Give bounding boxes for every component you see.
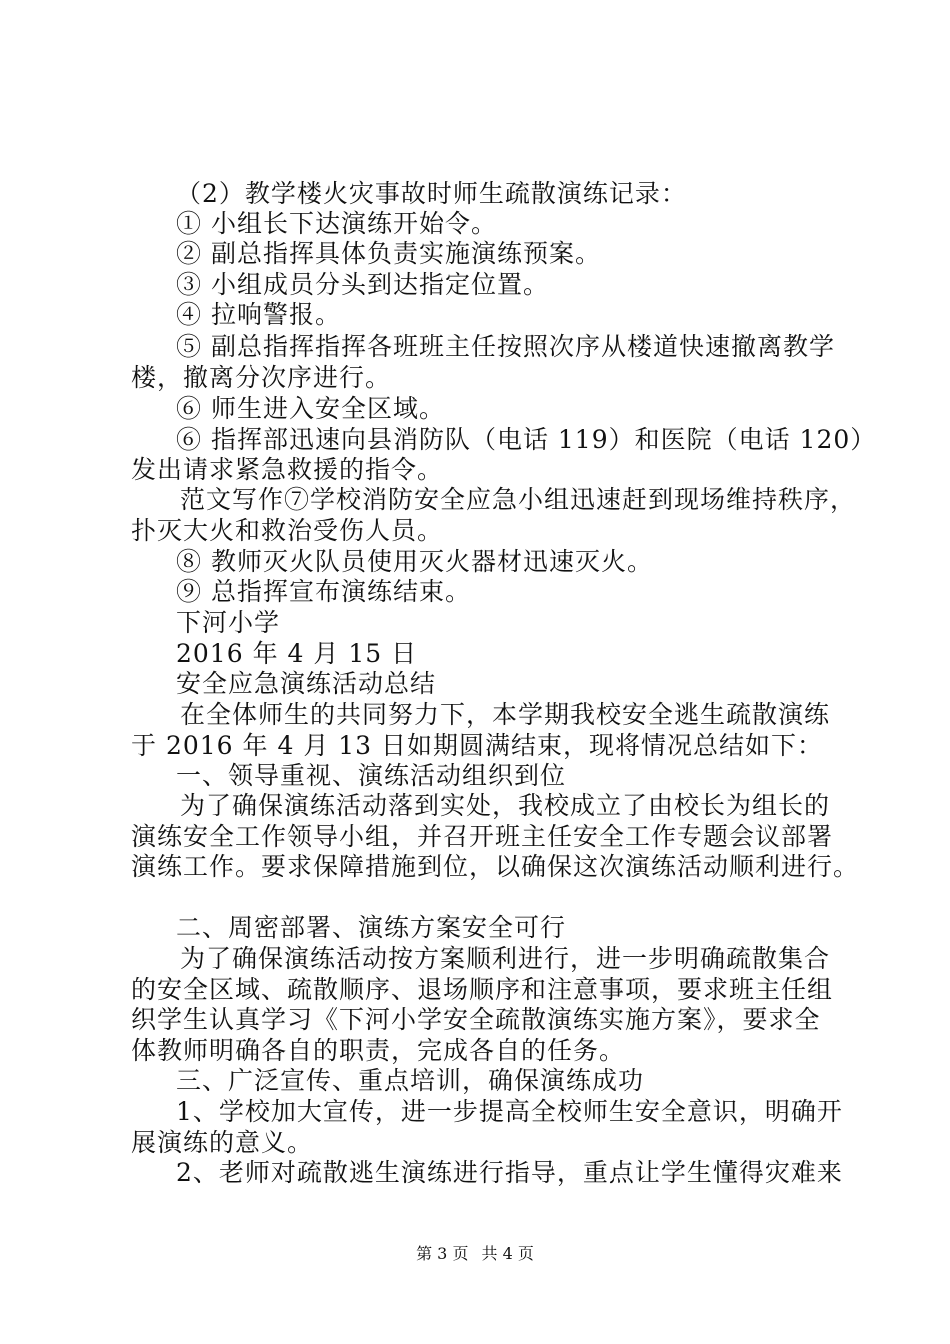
text-line: ⑥ 指挥部迅速向县消防队（电话 119）和医院（电话 120） [176, 425, 877, 454]
text-line: 织学生认真学习《下河小学安全疏散演练实施方案》，要求全 [131, 1005, 821, 1034]
text-line: 扑灭大火和救治受伤人员。 [131, 516, 444, 545]
text-line: 于 2016 年 4 月 13 日如期圆满结束，现将情况总结如下： [131, 731, 824, 760]
text-line: ⑧ 教师灭火队员使用灭火器材迅速灭火。 [176, 547, 653, 576]
text-line: 演练安全工作领导小组，并召开班主任安全工作专题会议部署 [131, 822, 834, 851]
text-line: 2、老师对疏散逃生演练进行指导，重点让学生懂得灾难来 [176, 1158, 843, 1187]
text-line: ⑨ 总指挥宣布演练结束。 [176, 577, 471, 606]
text-line: 体教师明确各自的职责，完成各自的任务。 [131, 1036, 626, 1065]
page-footer [0, 1244, 950, 1264]
text-line: 演练工作。要求保障措施到位，以确保这次演练活动顺利进行。 [131, 852, 860, 881]
signature-date: 2016 年 4 月 15 日 [176, 639, 418, 668]
heading-line: 一、领导重视、演练活动组织到位 [176, 761, 567, 790]
text-line: ③ 小组成员分头到达指定位置。 [176, 270, 549, 299]
signature-school: 下河小学 [176, 608, 281, 637]
text-line: 的安全区域、疏散顺序、退场顺序和注意事项，要求班主任组 [131, 975, 834, 1004]
text-line: ⑤ 副总指挥指挥各班班主任按照次序从楼道快速撤离教学 [176, 332, 835, 361]
text-line: 展演练的意义。 [131, 1128, 314, 1157]
text-line: 为了确保演练活动按方案顺利进行，进一步明确疏散集合 [180, 944, 831, 973]
text-line: （2）教学楼火灾事故时师生疏散演练记录： [176, 179, 687, 208]
text-line: 范文写作⑦学校消防安全应急小组迅速赶到现场维持秩序， [180, 485, 857, 514]
text-line: 为了确保演练活动落到实处，我校成立了由校长为组长的 [180, 791, 831, 820]
section-title: 安全应急演练活动总结 [176, 669, 437, 698]
text-line: 楼，撤离分次序进行。 [131, 363, 392, 392]
text-line: ① 小组长下达演练开始令。 [176, 209, 497, 238]
text-line: 发出请求紧急救援的指令。 [131, 455, 444, 484]
heading-line: 二、周密部署、演练方案安全可行 [176, 913, 567, 942]
text-line: ④ 拉响警报。 [176, 300, 341, 329]
text-line: 1、学校加大宣传，进一步提高全校师生安全意识，明确开 [176, 1097, 843, 1126]
heading-line: 三、广泛宣传、重点培训，确保演练成功 [176, 1066, 645, 1095]
text-line: 在全体师生的共同努力下，本学期我校安全逃生疏散演练 [180, 700, 831, 729]
text-line: ⑥ 师生进入安全区域。 [176, 394, 445, 423]
text-line: ② 副总指挥具体负责实施演练预案。 [176, 239, 601, 268]
page-total: 共 4 页 [481, 1244, 534, 1263]
page-number: 第 3 页 [416, 1244, 469, 1263]
